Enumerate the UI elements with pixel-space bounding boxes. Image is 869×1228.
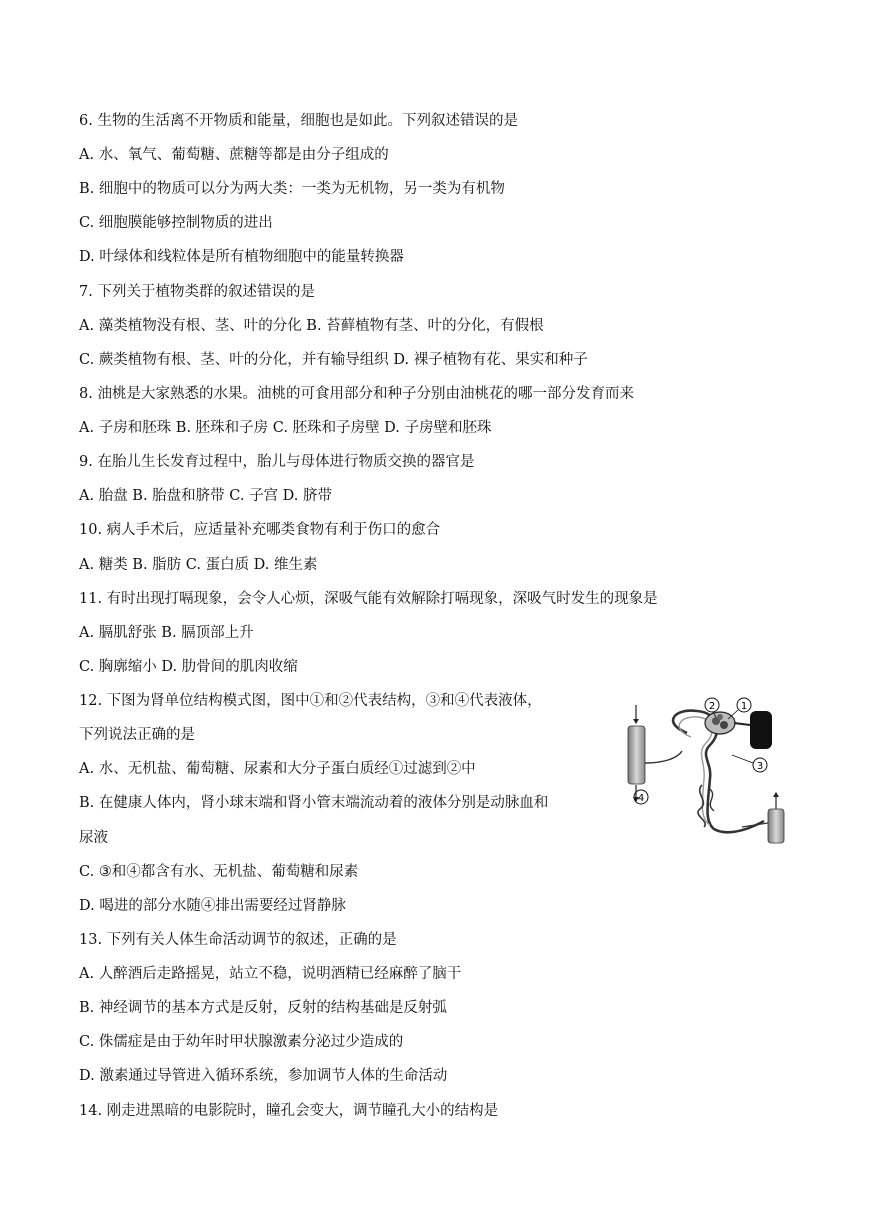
q12-stem: 12. 下图为肾单位结构模式图，图中①和②代表结构，③和④代表液体， <box>79 693 542 709</box>
q12-option-b: B. 在健康人体内，肾小球末端和肾小管末端流动着的液体分别是动脉血和 <box>79 795 549 811</box>
q11-stem: 11. 有时出现打嗝现象，会令人心烦，深吸气能有效解除打嗝现象，深吸气时发生的现象是 <box>79 591 658 607</box>
q8-stem: 8. 油桃是大家熟悉的水果。油桃的可食用部分和种子分别由油桃花的哪一部分发育而来 <box>79 386 634 402</box>
label-1 <box>728 698 751 719</box>
q12-option-c: C. ③和④都含有水、无机盐、葡萄糖和尿素 <box>79 864 359 880</box>
q9-options: A. 胎盘 B. 胎盘和脐带 C. 子宫 D. 脐带 <box>79 488 333 504</box>
nephron-diagram <box>592 693 792 848</box>
q12-option-d: D. 喝进的部分水随④排出需要经过肾静脉 <box>79 898 346 914</box>
q13-option-a: A. 人醉酒后走路摇晃，站立不稳，说明酒精已经麻醉了脑干 <box>79 966 462 982</box>
q14-stem: 14. 刚走进黑暗的电影院时，瞳孔会变大，调节瞳孔大小的结构是 <box>79 1103 499 1119</box>
q11-options-ab: A. 膈肌舒张 B. 膈顶部上升 <box>79 625 254 641</box>
svg-text:3: 3 <box>756 761 764 772</box>
q9-stem: 9. 在胎儿生长发育过程中，胎儿与母体进行物质交换的器官是 <box>79 454 475 470</box>
svg-text:4: 4 <box>637 793 645 804</box>
label-3 <box>732 755 767 772</box>
q13-stem: 13. 下列有关人体生命活动调节的叙述，正确的是 <box>79 932 397 948</box>
q13-option-d: D. 激素通过导管进入循环系统，参加调节人体的生命活动 <box>79 1068 448 1084</box>
q12-stem-continued: 下列说法正确的是 <box>79 727 195 743</box>
q10-stem: 10. 病人手术后，应适量补充哪类食物有利于伤口的愈合 <box>79 522 441 538</box>
q12-option-b-continued: 尿液 <box>79 830 108 846</box>
q6-option-a: A. 水、氧气、葡萄糖、蔗糖等都是由分子组成的 <box>79 147 389 163</box>
q13-option-b: B. 神经调节的基本方式是反射，反射的结构基础是反射弧 <box>79 1000 447 1016</box>
q11-options-cd: C. 胸廓缩小 D. 肋骨间的肌肉收缩 <box>79 659 298 675</box>
svg-text:1: 1 <box>740 701 748 712</box>
q8-options: A. 子房和胚珠 B. 胚珠和子房 C. 胚珠和子房壁 D. 子房壁和胚珠 <box>79 420 492 436</box>
q6-option-d: D. 叶绿体和线粒体是所有植物细胞中的能量转换器 <box>79 249 404 265</box>
q10-options: A. 糖类 B. 脂肪 C. 蛋白质 D. 维生素 <box>79 557 318 573</box>
left-vessel <box>628 705 645 802</box>
q7-options-ab: A. 藻类植物没有根、茎、叶的分化 B. 苔藓植物有茎、叶的分化，有假根 <box>79 318 544 334</box>
q7-stem: 7. 下列关于植物类群的叙述错误的是 <box>79 284 315 300</box>
glomerulus <box>705 712 735 734</box>
right-dark-vessel <box>750 711 772 749</box>
nephron-diagram-svg <box>592 693 792 848</box>
q12-option-a: A. 水、无机盐、葡萄糖、尿素和大分子蛋白质经①过滤到②中 <box>79 761 476 777</box>
q13-option-c: C. 侏儒症是由于幼年时甲状腺激素分泌过少造成的 <box>79 1034 404 1050</box>
q6-option-b: B. 细胞中的物质可以分为两大类：一类为无机物，另一类为有机物 <box>79 181 505 197</box>
svg-text:2: 2 <box>708 701 716 712</box>
q6-option-c: C. 细胞膜能够控制物质的进出 <box>79 215 273 231</box>
q6-stem: 6. 生物的生活离不开物质和能量，细胞也是如此。下列叙述错误的是 <box>79 113 518 129</box>
bottom-right-vessel <box>742 792 784 843</box>
q7-options-cd: C. 蕨类植物有根、茎、叶的分化，并有输导组织 D. 裸子植物有花、果实和种子 <box>79 352 588 368</box>
